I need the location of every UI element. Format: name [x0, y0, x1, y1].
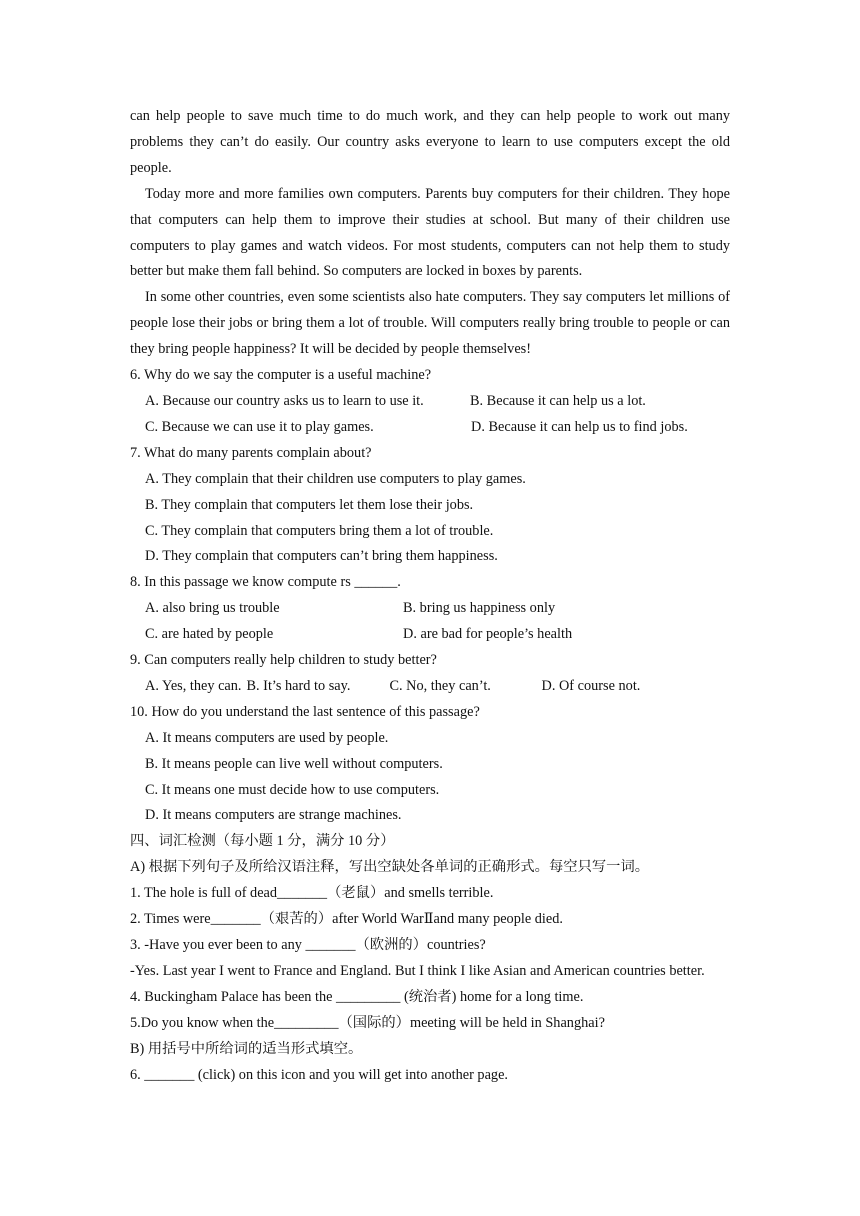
passage-paragraph: In some other countries, even some scientists also hate computers. They say computers let millions of people lose their jobs or bring them a lot of trouble. Will computers really bring trouble to people or can they bring people happiness? It will be decided by people themselves!: [130, 289, 730, 358]
option: D. Because it can help us to find jobs.: [471, 418, 688, 435]
document-page: [130, 104, 730, 1088]
option: B. bring us happiness only: [403, 600, 556, 617]
option: C. They complain that computers bring them a lot of trouble.: [145, 522, 494, 539]
option: A. Yes, they can.: [145, 677, 242, 694]
passage-paragraph: Today more and more families own computers. Parents buy computers for their children. They hope that computers can help them to improve their studies at school. But many of their children use computers to play games and watch videos. For most students, computers can not help them to study better but make them fall behind. So computers are locked in boxes by parents.: [130, 185, 730, 280]
option-row: [130, 389, 730, 415]
option: C. Because we can use it to play games.: [145, 418, 374, 435]
question-stem: 7. What do many parents complain about?: [130, 444, 372, 461]
part-b-instruction: B) 用括号中所给词的适当形式填空。: [130, 1040, 363, 1057]
question-stem: 9. Can computers really help children to study better?: [130, 652, 437, 669]
part-a-instruction: A) 根据下列句子及所给汉语注释，写出空缺处各单词的正确形式。每空只写一词。: [130, 859, 650, 876]
option: C. are hated by people: [145, 626, 274, 643]
option-row: [130, 596, 730, 622]
option-row: [130, 415, 730, 441]
option: D. Of course not.: [541, 677, 641, 694]
question-stem: 6. Why do we say the computer is a useful machine?: [130, 367, 432, 384]
passage-paragraph: can help people to save much time to do much work, and they can help people to work out many problems they can’t do easily. Our country asks everyone to learn to use computers except the old people.: [130, 108, 730, 176]
question-stem: 10. How do you understand the last sentence of this passage?: [130, 703, 480, 720]
option: B. They complain that computers let them lose their jobs.: [145, 496, 474, 513]
option: A. It means computers are used by people.: [145, 729, 389, 746]
option: D. are bad for people’s health: [403, 626, 573, 643]
option: B. It’s hard to say.: [246, 677, 351, 694]
vocab-item: -Yes. Last year I went to France and England. But I think I like Asian and American countries better.: [130, 962, 705, 979]
option: B. Because it can help us a lot.: [470, 392, 646, 409]
option: D. It means computers are strange machines.: [145, 807, 402, 824]
vocab-item: 1. The hole is full of dead_______（老鼠）and smells terrible.: [130, 885, 494, 902]
option: A. Because our country asks us to learn to use it.: [145, 392, 424, 409]
vocab-item: 3. -Have you ever been to any _______（欧洲的）countries?: [130, 937, 486, 953]
vocab-item: 6. _______ (click) on this icon and you will get into another page.: [130, 1066, 508, 1083]
option: C. It means one must decide how to use computers.: [145, 781, 440, 798]
option: B. It means people can live well without computers.: [145, 755, 443, 772]
section-heading: 四、词汇检测（每小题 1 分，满分 10 分）: [130, 833, 395, 850]
option: A. They complain that their children use computers to play games.: [145, 470, 526, 487]
option: A. also bring us trouble: [145, 600, 280, 617]
vocab-item: 2. Times were_______（艰苦的）after World WarⅡand many people died.: [130, 911, 563, 928]
option: C. No, they can’t.: [389, 677, 491, 694]
vocab-item: 4. Buckingham Palace has been the _________ (统治者) home for a long time.: [130, 988, 584, 1005]
option-row: [130, 674, 730, 700]
option: D. They complain that computers can’t bring them happiness.: [145, 548, 498, 565]
option-row: [130, 622, 730, 648]
question-stem: 8. In this passage we know compute rs ______.: [130, 574, 401, 591]
vocab-item: 5.Do you know when the_________（国际的）meeting will be held in Shanghai?: [130, 1014, 605, 1031]
